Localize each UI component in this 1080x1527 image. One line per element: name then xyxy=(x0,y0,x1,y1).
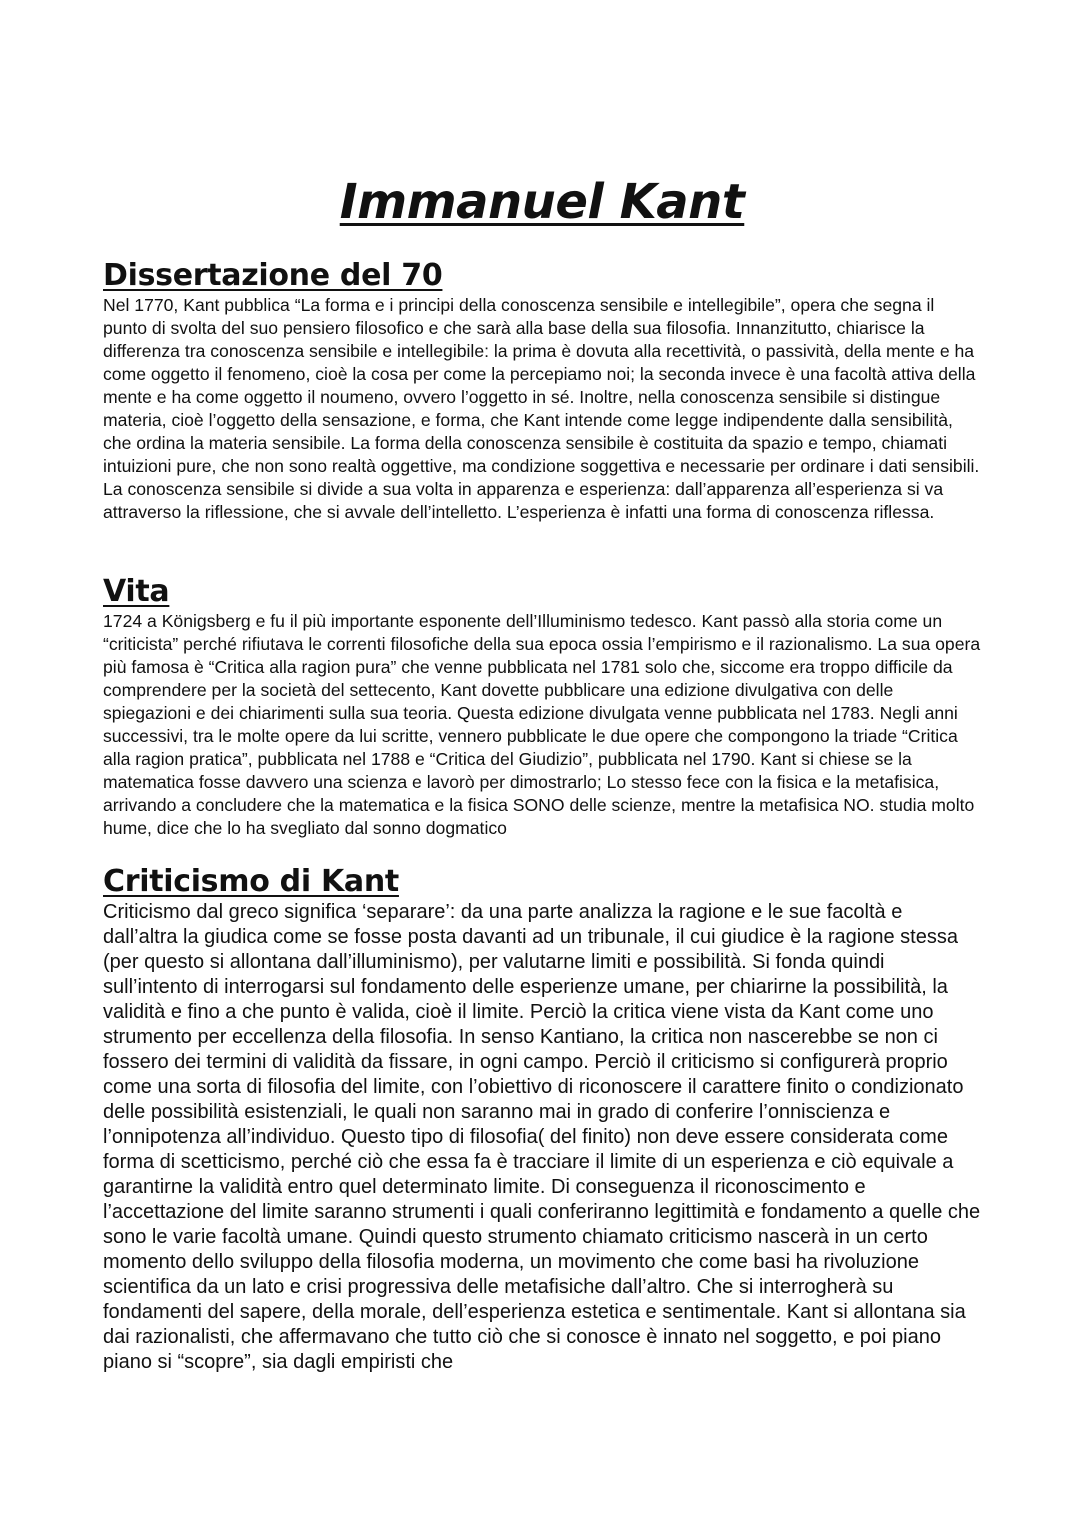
section-heading-criticismo: Criticismo di Kant xyxy=(103,864,399,899)
section-heading-vita: Vita xyxy=(103,574,170,609)
section-vita xyxy=(103,574,981,840)
section-criticismo xyxy=(103,864,981,1375)
section-body-criticismo: Criticismo dal greco significa ‘separare’: da una parte analizza la ragione e le sue facoltà e dall’altra la giudica come se fosse posta davanti ad un tribunale, il cui giudice è la ragione stessa (per questo si allontana dall’illuminismo), per valutarne limiti e possibilità. Si fonda quindi sull’intento di interrogarsi sul fondamento delle esperienze umane, per chiarirne la possibilità, la validità e fino a che punto è valida, cioè il limite. Perciò la critica viene vista da Kant come uno strumento per eccellenza della filosofia. In senso Kantiano, la critica non nascerebbe se non ci fossero dei termini di validità da fissare, in ogni campo. Perciò il criticismo si configurerà proprio come una sorta di filosofia del limite, con l’obiettivo di riconoscere il carattere finito o condizionato delle possibilità esistenziali, le quali non saranno mai in grado di conferire l’onniscienza e l’onnipotenza all’individuo. Questo tipo di filosofia( del finito) non deve essere considerata come forma di scetticismo, perché ciò che essa fa è tracciare il limite di un esperienza e ciò equivale a garantirne la validità entro quel determinato limite. Di conseguenza il riconoscimento e l’accettazione del limite saranno strumenti i quali conferiranno legittimità e fondamento a quelle che sono le varie facoltà umane. Quindi questo strumento chiamato criticismo nascerà in un certo momento dello sviluppo della filosofia moderna, un movimento che come basi ha rivoluzione scientifica da un lato e crisi progressiva delle metafisiche dall’altro. Che si interrogherà su fondamenti del sapere, della morale, dell’esperienza estetica e sentimentale. Kant si allontana sia dai razionalisti, che affermavano che tutto ciò che si conosce è innato nel soggetto, e poi piano piano si “scopre”, sia dagli empiristi che xyxy=(103,901,981,1373)
section-heading-dissertazione: Dissertazione del 70 xyxy=(103,258,443,293)
page-title: Immanuel Kant xyxy=(339,174,745,230)
section-dissertazione xyxy=(103,258,981,524)
section-body-vita: 1724 a Königsberg e fu il più importante esponente dell’Illuminismo tedesco. Kant passò alla storia come un “criticista” perché rifiutava le correnti filosofiche della sua epoca ossia l’empirismo e il razionalismo. La sua opera più famosa è “Critica alla ragion pura” che venne pubblicata nel 1781 solo che, siccome era troppo difficile da comprendere per la società del settecento, Kant dovette pubblicare una edizione divulgativa con delle spiegazioni e dei chiarimenti sulla sua teoria. Questa edizione divulgata venne pubblicata nel 1783. Negli anni successivi, tra le molte opere da lui scritte, vennero pubblicate le due opere che compongono la triade “Critica alla ragion pratica”, pubblicata nel 1788 e “Critica del Giudizio”, pubblicata nel 1790. Kant si chiese se la matematica fosse davvero una scienza e lavorò per dimostrarlo; Lo stesso fece con la fisica e la metafisica, arrivando a concludere che la matematica e la fisica SONO delle scienze, mentre la metafisica NO. studia molto hume, dice che lo ha svegliato dal sonno dogmatico xyxy=(103,611,981,838)
section-body-dissertazione: Nel 1770, Kant pubblica “La forma e i principi della conoscenza sensibile e intellegibile”, opera che segna il punto di svolta del suo pensiero filosofico e che sarà alla base della sua filosofia. Innanzitutto, chiarisce la differenza tra conoscenza sensibile e intellegibile: la prima è dovuta alla recettività, o passività, della mente e ha come oggetto il fenomeno, cioè la cosa per come la percepiamo noi; la seconda invece è una facoltà attiva della mente e ha come oggetto il noumeno, ovvero l’oggetto in sé. Inoltre, nella conoscenza sensibile si distingue materia, cioè l’oggetto della sensazione, e forma, che Kant intende come legge indipendente dalla sensibilità, che ordina la materia sensibile. La forma della conoscenza sensibile è costituita da spazio e tempo, chiamati intuizioni pure, che non sono realtà oggettive, ma condizione soggettiva e necessarie per ordinare i dati sensibili. La conoscenza sensibile si divide a sua volta in apparenza e esperienza: dall’apparenza all’esperienza si va attraverso la riflessione, che si avvale dell’intelletto. L’esperienza è infatti una forma di conoscenza riflessa. xyxy=(103,295,980,522)
